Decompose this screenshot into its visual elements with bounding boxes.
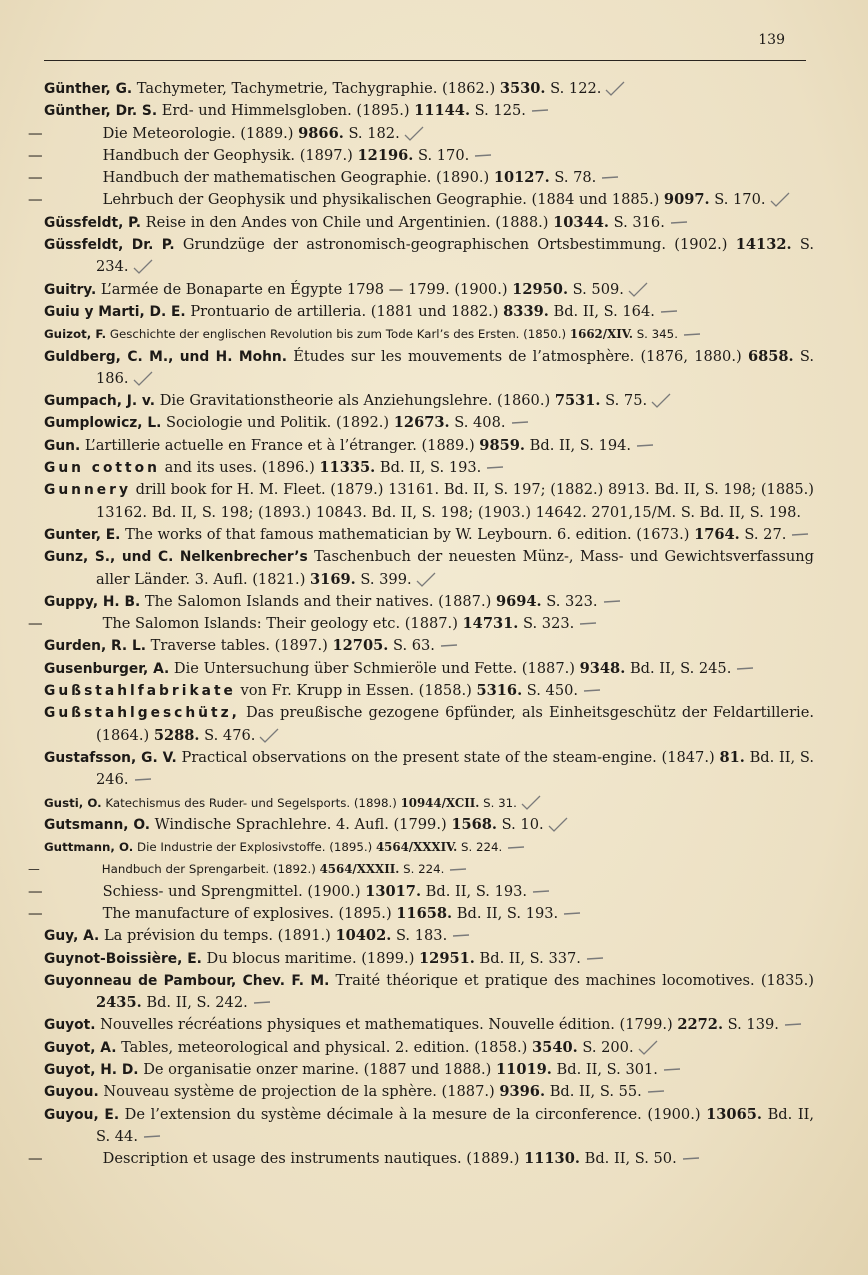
index-entry bbox=[44, 1037, 814, 1059]
pencil-dash-mark-icon bbox=[680, 1151, 702, 1167]
index-entry bbox=[44, 925, 814, 947]
entry-author: Gusti, O. bbox=[44, 795, 102, 810]
entry-author: Gumplowicz, L. bbox=[44, 415, 162, 432]
entry-author: Guyot. bbox=[44, 1017, 96, 1034]
pencil-dash-mark-icon bbox=[581, 683, 603, 699]
entry-catalog-number: 12950. bbox=[512, 280, 569, 298]
entry-page-ref: S. 139. bbox=[727, 1016, 779, 1034]
entry-catalog-number: 14731. bbox=[462, 615, 519, 633]
entry-author: Gumpach, J. v. bbox=[44, 393, 156, 410]
entry-page-ref: Bd. II, S. 193. bbox=[456, 904, 559, 922]
index-entry bbox=[28, 1148, 814, 1170]
pencil-dash-mark-icon bbox=[789, 527, 811, 543]
entry-catalog-number: 13017. bbox=[365, 882, 422, 900]
entry-catalog-number: 11335. bbox=[319, 459, 376, 477]
entry-author: Guldberg, C. M., und H. Mohn. bbox=[44, 348, 287, 365]
entry-author: Gutsmann, O. bbox=[44, 816, 150, 833]
index-entry bbox=[44, 1104, 814, 1149]
entry-title: and its uses. (1896.) bbox=[164, 459, 315, 477]
entry-author: Guiu y Marti, D. E. bbox=[44, 303, 186, 320]
index-entry bbox=[44, 591, 814, 613]
entry-title: Description et usage des instruments nautiques. (1889.) bbox=[102, 1150, 520, 1168]
entry-catalog-number: 3540. bbox=[532, 1038, 578, 1056]
pencil-dash-mark-icon bbox=[141, 1129, 163, 1145]
entry-catalog-number: 10944/XCII. bbox=[400, 795, 480, 810]
entry-author: Gunter, E. bbox=[44, 526, 121, 543]
entry-author: Günther, G. bbox=[44, 81, 133, 97]
entry-title: Lehrbuch der Geophysik und physikalischen Geographie. (1884 und 1885.) bbox=[102, 191, 660, 209]
page-number: 139 bbox=[758, 32, 785, 48]
entry-catalog-number: 6858. bbox=[747, 347, 794, 365]
entry-title: Practical observations on the present state of the steam-engine. (1847.) bbox=[181, 748, 715, 766]
pencil-dash-mark-icon bbox=[438, 638, 460, 654]
continuation-dash: — bbox=[28, 904, 43, 922]
entry-author: Guyou. bbox=[44, 1084, 99, 1101]
entry-author: Guyot, H. D. bbox=[44, 1062, 139, 1079]
entry-page-ref: Bd. II, S. 301. bbox=[556, 1061, 658, 1079]
pencil-dash-mark-icon bbox=[658, 304, 680, 320]
entry-author: Gußstahlfabrikate bbox=[44, 683, 236, 700]
pencil-dash-mark-icon bbox=[450, 928, 472, 944]
entry-page-ref: S. 224. bbox=[403, 862, 445, 877]
entry-author: Gun. bbox=[44, 437, 81, 454]
entry-page-ref: S. 170. bbox=[714, 191, 766, 209]
entry-author: Gurden, R. L. bbox=[44, 638, 147, 655]
entry-author: Guitry. bbox=[44, 281, 97, 298]
pencil-check-mark-icon bbox=[520, 795, 542, 811]
index-entry bbox=[28, 903, 814, 925]
entry-page-ref: Bd. II, S. 164. bbox=[553, 302, 655, 320]
pencil-check-mark-icon bbox=[547, 817, 569, 833]
entry-catalog-number: 13065. bbox=[706, 1105, 762, 1123]
entry-author: Güssfeldt, Dr. P. bbox=[44, 237, 175, 254]
header-rule bbox=[44, 60, 806, 61]
entry-page-ref: S. 323. bbox=[546, 592, 598, 610]
entry-catalog-number: 9348. bbox=[579, 659, 626, 677]
entry-catalog-number: 9396. bbox=[499, 1083, 546, 1101]
entry-title: Handbuch der Sprengarbeit. (1892.) bbox=[101, 862, 316, 877]
entry-catalog-number: 9866. bbox=[298, 124, 344, 142]
entry-title: The works of that famous mathematician by W. Leybourn. 6. edition. (1673.) bbox=[125, 525, 690, 543]
entry-page-ref: S. 408. bbox=[454, 414, 506, 432]
entry-title: Die Gravitationstheorie als Anziehungslehre. (1860.) bbox=[159, 392, 551, 410]
entry-page-ref: Bd. II, S. 193. bbox=[379, 459, 482, 477]
entry-page-ref: S. 10. bbox=[501, 815, 544, 833]
entry-title: Reise in den Andes von Chile und Argentinien. (1888.) bbox=[145, 213, 549, 231]
entry-author: Gunnery bbox=[44, 482, 131, 499]
entry-catalog-number: 3530. bbox=[499, 80, 546, 97]
entry-catalog-number: 10127. bbox=[493, 169, 550, 187]
pencil-dash-mark-icon bbox=[509, 415, 531, 431]
entry-author: Guy, A. bbox=[44, 928, 100, 945]
pencil-dash-mark-icon bbox=[505, 840, 527, 856]
pencil-check-mark-icon bbox=[637, 1040, 659, 1056]
entry-author: Gußstahlgeschütz, bbox=[44, 705, 240, 722]
entry-title: Traité théorique et pratique des machines locomotives. (1835.) bbox=[335, 971, 814, 989]
entry-catalog-number: 7531. bbox=[554, 392, 601, 410]
entry-catalog-number: 12673. bbox=[393, 414, 450, 432]
entry-title: L’artillerie actuelle en France et à l’étranger. (1889.) bbox=[84, 436, 475, 454]
entry-title: The manufacture of explosives. (1895.) bbox=[102, 904, 392, 922]
index-entry bbox=[44, 390, 814, 412]
entry-page-ref: S. 316. bbox=[613, 213, 665, 231]
entry-author: Gunz, S., und C. Nelkenbrecher’s bbox=[44, 549, 308, 566]
entry-author: Guizot, F. bbox=[44, 327, 107, 342]
entry-title: von Fr. Krupp in Essen. (1858.) bbox=[240, 682, 472, 700]
entry-title: Die Untersuchung über Schmieröle und Fette. (1887.) bbox=[173, 659, 575, 677]
pencil-dash-mark-icon bbox=[645, 1084, 667, 1100]
index-entry bbox=[28, 167, 814, 189]
entry-page-ref: S. 78. bbox=[554, 169, 597, 187]
index-entry bbox=[28, 613, 814, 635]
entry-page-ref: Bd. II, S. 194. bbox=[529, 436, 632, 454]
index-entry bbox=[44, 479, 814, 524]
entry-author: Gun cotton bbox=[44, 460, 160, 477]
entry-page-ref: Bd. II, S. 55. bbox=[549, 1083, 642, 1101]
entry-catalog-number: 11130. bbox=[524, 1150, 580, 1168]
entry-catalog-number: 14132. bbox=[735, 236, 792, 254]
entry-title: Geschichte der englischen Revolution bis zum Tode Karl’s des Ersten. (1850.) bbox=[109, 327, 567, 342]
entry-page-ref: Bd. II, S. 245. bbox=[629, 659, 732, 677]
entry-title: Nouveau système de projection de la sphère. (1887.) bbox=[103, 1083, 495, 1101]
index-entry bbox=[44, 1081, 814, 1103]
entry-title: Windische Sprachlehre. 4. Aufl. (1799.) bbox=[154, 815, 447, 833]
entry-page-ref: S. 323. bbox=[523, 615, 575, 633]
entry-author: Guyou, E. bbox=[44, 1106, 120, 1123]
entry-page-ref: S. 399. bbox=[360, 570, 412, 588]
entry-title: Nouvelles récréations physiques et mathematiques. Nouvelle édition. (1799.) bbox=[100, 1016, 673, 1034]
entry-catalog-number: 11658. bbox=[396, 904, 453, 922]
index-entry bbox=[44, 323, 814, 345]
index-entry bbox=[44, 234, 814, 279]
entry-catalog-number: 5316. bbox=[476, 682, 523, 700]
pencil-dash-mark-icon bbox=[782, 1017, 804, 1033]
index-entry bbox=[44, 836, 814, 858]
entry-author: Günther, Dr. S. bbox=[44, 103, 158, 120]
entry-page-ref: Bd. II, S. 198. bbox=[699, 503, 802, 521]
index-entry bbox=[44, 747, 814, 792]
entry-title: Traverse tables. (1897.) bbox=[150, 637, 328, 655]
continuation-dash: — bbox=[28, 1150, 43, 1168]
entry-page-ref: S. 476. bbox=[204, 726, 256, 744]
pencil-dash-mark-icon bbox=[584, 951, 606, 967]
entry-title: Taschenbuch der neuesten Münz-, Mass- und Gewichtsverfassung aller Länder. 3. Aufl. (1821.) bbox=[96, 548, 814, 588]
entry-catalog-number: 4564/XXXIV. bbox=[375, 840, 458, 855]
index-entry bbox=[44, 1059, 814, 1081]
index-entry bbox=[44, 457, 814, 479]
entry-author: Guppy, H. B. bbox=[44, 593, 141, 610]
pencil-dash-mark-icon bbox=[530, 884, 552, 900]
pencil-dash-mark-icon bbox=[132, 772, 154, 788]
pencil-dash-mark-icon bbox=[734, 661, 756, 677]
entry-author: Gusenburger, A. bbox=[44, 660, 170, 677]
entry-title: The Salomon Islands: Their geology etc. (1887.) bbox=[102, 615, 458, 633]
entry-page-ref: Bd. II, S. 337. bbox=[479, 949, 581, 967]
pencil-check-mark-icon bbox=[769, 192, 791, 208]
entry-title: Études sur les mouvements de l’atmosphère. (1876, 1880.) bbox=[293, 347, 742, 365]
entry-catalog-number: 2272. bbox=[677, 1016, 724, 1034]
pencil-check-mark-icon bbox=[403, 126, 425, 142]
entry-catalog-number: 11144. bbox=[414, 102, 471, 120]
index-entry bbox=[44, 301, 814, 323]
entry-page-ref: S. 75. bbox=[605, 392, 648, 410]
index-entry bbox=[44, 78, 814, 100]
pencil-dash-mark-icon bbox=[484, 460, 506, 476]
entry-title: Sociologie und Politik. (1892.) bbox=[166, 414, 390, 432]
continuation-dash: — bbox=[28, 862, 40, 877]
pencil-dash-mark-icon bbox=[577, 616, 599, 632]
entry-page-ref: Bd. II, S. 50. bbox=[584, 1150, 677, 1168]
index-entry bbox=[44, 792, 814, 814]
entry-page-ref: S. 170. bbox=[418, 146, 470, 164]
entry-catalog-number: 10402. bbox=[335, 927, 392, 945]
entry-catalog-number: 1662/XIV. bbox=[569, 327, 633, 342]
entry-catalog-number: 8339. bbox=[503, 302, 549, 320]
entry-page-ref: S. 125. bbox=[474, 102, 526, 120]
index-entry bbox=[44, 680, 814, 702]
entry-page-ref: S. 509. bbox=[572, 280, 624, 298]
pencil-check-mark-icon bbox=[650, 393, 672, 409]
entry-catalog-number: 11019. bbox=[496, 1061, 552, 1079]
entry-page-ref: Bd. II, S. 242. bbox=[146, 994, 248, 1012]
entry-catalog-number: 9694. bbox=[495, 592, 542, 610]
entry-catalog-number: 1568. bbox=[451, 815, 498, 833]
pencil-check-mark-icon bbox=[627, 282, 649, 298]
entry-catalog-number: 12196. bbox=[357, 146, 414, 164]
entry-page-ref: S. 182. bbox=[348, 124, 400, 142]
entry-page-ref: Bd. II, S. 193. bbox=[425, 882, 528, 900]
entry-page-ref: S. 186. bbox=[96, 347, 815, 387]
continuation-dash: — bbox=[28, 615, 43, 633]
index-entry bbox=[44, 346, 814, 391]
continuation-dash: — bbox=[28, 882, 43, 900]
index-entry bbox=[28, 123, 814, 145]
index-entry bbox=[44, 948, 814, 970]
entry-catalog-number: 3169. bbox=[310, 570, 356, 588]
entry-catalog-number: 9859. bbox=[479, 436, 525, 454]
pencil-dash-mark-icon bbox=[634, 438, 656, 454]
index-entry bbox=[44, 1014, 814, 1036]
entry-page-ref: Bd. II, S. 44. bbox=[96, 1105, 815, 1145]
index-entry bbox=[44, 635, 814, 657]
entry-title: Schiess- und Sprengmittel. (1900.) bbox=[102, 882, 361, 900]
entry-author: Güssfeldt, P. bbox=[44, 214, 141, 231]
entry-author: Guttmann, O. bbox=[44, 840, 134, 855]
pencil-check-mark-icon bbox=[132, 259, 154, 275]
entry-title: L’armée de Bonaparte en Égypte 1798 — 1799. (1900.) bbox=[100, 280, 508, 298]
index-entry bbox=[44, 702, 814, 747]
entry-title: Handbuch der mathematischen Geographie. (1890.) bbox=[102, 169, 490, 187]
entry-page-ref: Bd. II, S. 246. bbox=[96, 748, 815, 789]
pencil-check-mark-icon bbox=[258, 728, 280, 744]
entry-catalog-number: 10344. bbox=[553, 213, 609, 231]
index-entry bbox=[28, 858, 814, 880]
entry-page-ref: S. 183. bbox=[395, 927, 448, 945]
entry-title: Katechismus des Ruder- und Segelsports. (1898.) bbox=[105, 795, 397, 810]
entry-page-ref: S. 450. bbox=[526, 682, 579, 700]
pencil-dash-mark-icon bbox=[529, 103, 551, 119]
index-entry bbox=[44, 658, 814, 680]
index-entry bbox=[44, 524, 814, 546]
entry-title: De l’extension du système décimale à la mesure de la circonference. (1900.) bbox=[124, 1105, 701, 1123]
entry-catalog-number: 2435. bbox=[96, 994, 142, 1012]
pencil-dash-mark-icon bbox=[561, 906, 583, 922]
entry-title: The Salomon Islands and their natives. (1887.) bbox=[144, 592, 492, 610]
entry-author: Gustafsson, G. V. bbox=[44, 749, 177, 766]
entry-title: De organisatie onzer marine. (1887 und 1888.) bbox=[143, 1061, 492, 1079]
entry-title: Tables, meteorological and physical. 2. edition. (1858.) bbox=[121, 1038, 528, 1056]
entry-title: Das preußische gezogene 6pfünder, als Einheitsgeschütz der Feldartillerie. (1864.) bbox=[96, 704, 814, 744]
entry-page-ref: S. 31. bbox=[483, 795, 517, 810]
entry-author: Guynot-Boissière, E. bbox=[44, 950, 202, 967]
entry-title: Tachymeter, Tachymetrie, Tachygraphie. (1862.) bbox=[136, 80, 496, 97]
pencil-check-mark-icon bbox=[415, 572, 437, 588]
pencil-dash-mark-icon bbox=[472, 148, 494, 164]
entry-title: La prévision du temps. (1891.) bbox=[103, 927, 331, 945]
continuation-dash: — bbox=[28, 191, 43, 209]
index-entry bbox=[44, 100, 814, 122]
entry-page-ref: S. 234. bbox=[96, 236, 815, 276]
entry-title: Handbuch der Geophysik. (1897.) bbox=[102, 146, 353, 164]
entry-page-ref: S. 27. bbox=[744, 525, 787, 543]
entry-catalog-number: 1764. bbox=[694, 525, 740, 543]
pencil-dash-mark-icon bbox=[668, 215, 690, 231]
entry-page-ref: S. 63. bbox=[392, 637, 435, 655]
index-entry bbox=[44, 212, 814, 234]
entry-catalog-number: 12951. bbox=[419, 949, 475, 967]
continuation-dash: — bbox=[28, 124, 43, 142]
continuation-dash: — bbox=[28, 169, 43, 187]
entry-title: Grundzüge der astronomisch-geographischen Ortsbestimmung. (1902.) bbox=[182, 236, 728, 254]
pencil-dash-mark-icon bbox=[251, 995, 273, 1011]
entry-title: Du blocus maritime. (1899.) bbox=[206, 949, 415, 967]
continuation-dash: — bbox=[28, 146, 43, 164]
index-entry bbox=[28, 145, 814, 167]
entry-catalog-number: 81. bbox=[719, 748, 745, 766]
entry-title: Prontuario de artilleria. (1881 und 1882.) bbox=[190, 302, 499, 320]
entry-catalog-number: 5288. bbox=[153, 726, 200, 744]
entry-title: Erd- und Himmelsgloben. (1895.) bbox=[161, 102, 410, 120]
pencil-dash-mark-icon bbox=[681, 327, 703, 343]
entry-catalog-number: 9097. bbox=[663, 191, 710, 209]
index-entry bbox=[44, 435, 814, 457]
index-entries-list bbox=[28, 78, 815, 1171]
pencil-dash-mark-icon bbox=[599, 170, 621, 186]
index-entry bbox=[44, 814, 814, 836]
entry-page-ref: S. 200. bbox=[582, 1038, 634, 1056]
pencil-check-mark-icon bbox=[604, 81, 626, 97]
pencil-dash-mark-icon bbox=[661, 1062, 683, 1078]
entry-author: Guyot, A. bbox=[44, 1039, 117, 1056]
pencil-dash-mark-icon bbox=[447, 862, 469, 878]
pencil-check-mark-icon bbox=[132, 371, 154, 387]
index-entry bbox=[44, 546, 814, 591]
index-entry bbox=[28, 881, 814, 903]
index-entry bbox=[44, 970, 814, 1015]
entry-page-ref: S. 122. bbox=[550, 80, 602, 97]
entry-page-ref: S. 345. bbox=[636, 327, 678, 342]
entry-author: Guyonneau de Pambour, Chev. F. M. bbox=[44, 972, 330, 989]
entry-page-ref: S. 224. bbox=[461, 840, 503, 855]
index-entry bbox=[44, 279, 814, 301]
index-entry bbox=[44, 412, 814, 434]
entry-catalog-number: 4564/XXXII. bbox=[319, 862, 400, 877]
entry-title: drill book for H. M. Fleet. (1879.) 13161. Bd. II, S. 197; (1882.) 8913. Bd. II, S. 198; (1885.) 13162. Bd. II, S. 198; (1893.) 10843. Bd. II, S. 198; (1903.) 14642. 2701,15/M. S. bbox=[96, 481, 815, 521]
entry-title: Die Meteorologie. (1889.) bbox=[102, 124, 294, 142]
index-entry bbox=[28, 189, 814, 211]
entry-title: Die Industrie der Explosivstoffe. (1895.) bbox=[137, 840, 373, 855]
entry-catalog-number: 12705. bbox=[332, 637, 389, 655]
pencil-dash-mark-icon bbox=[601, 594, 623, 610]
